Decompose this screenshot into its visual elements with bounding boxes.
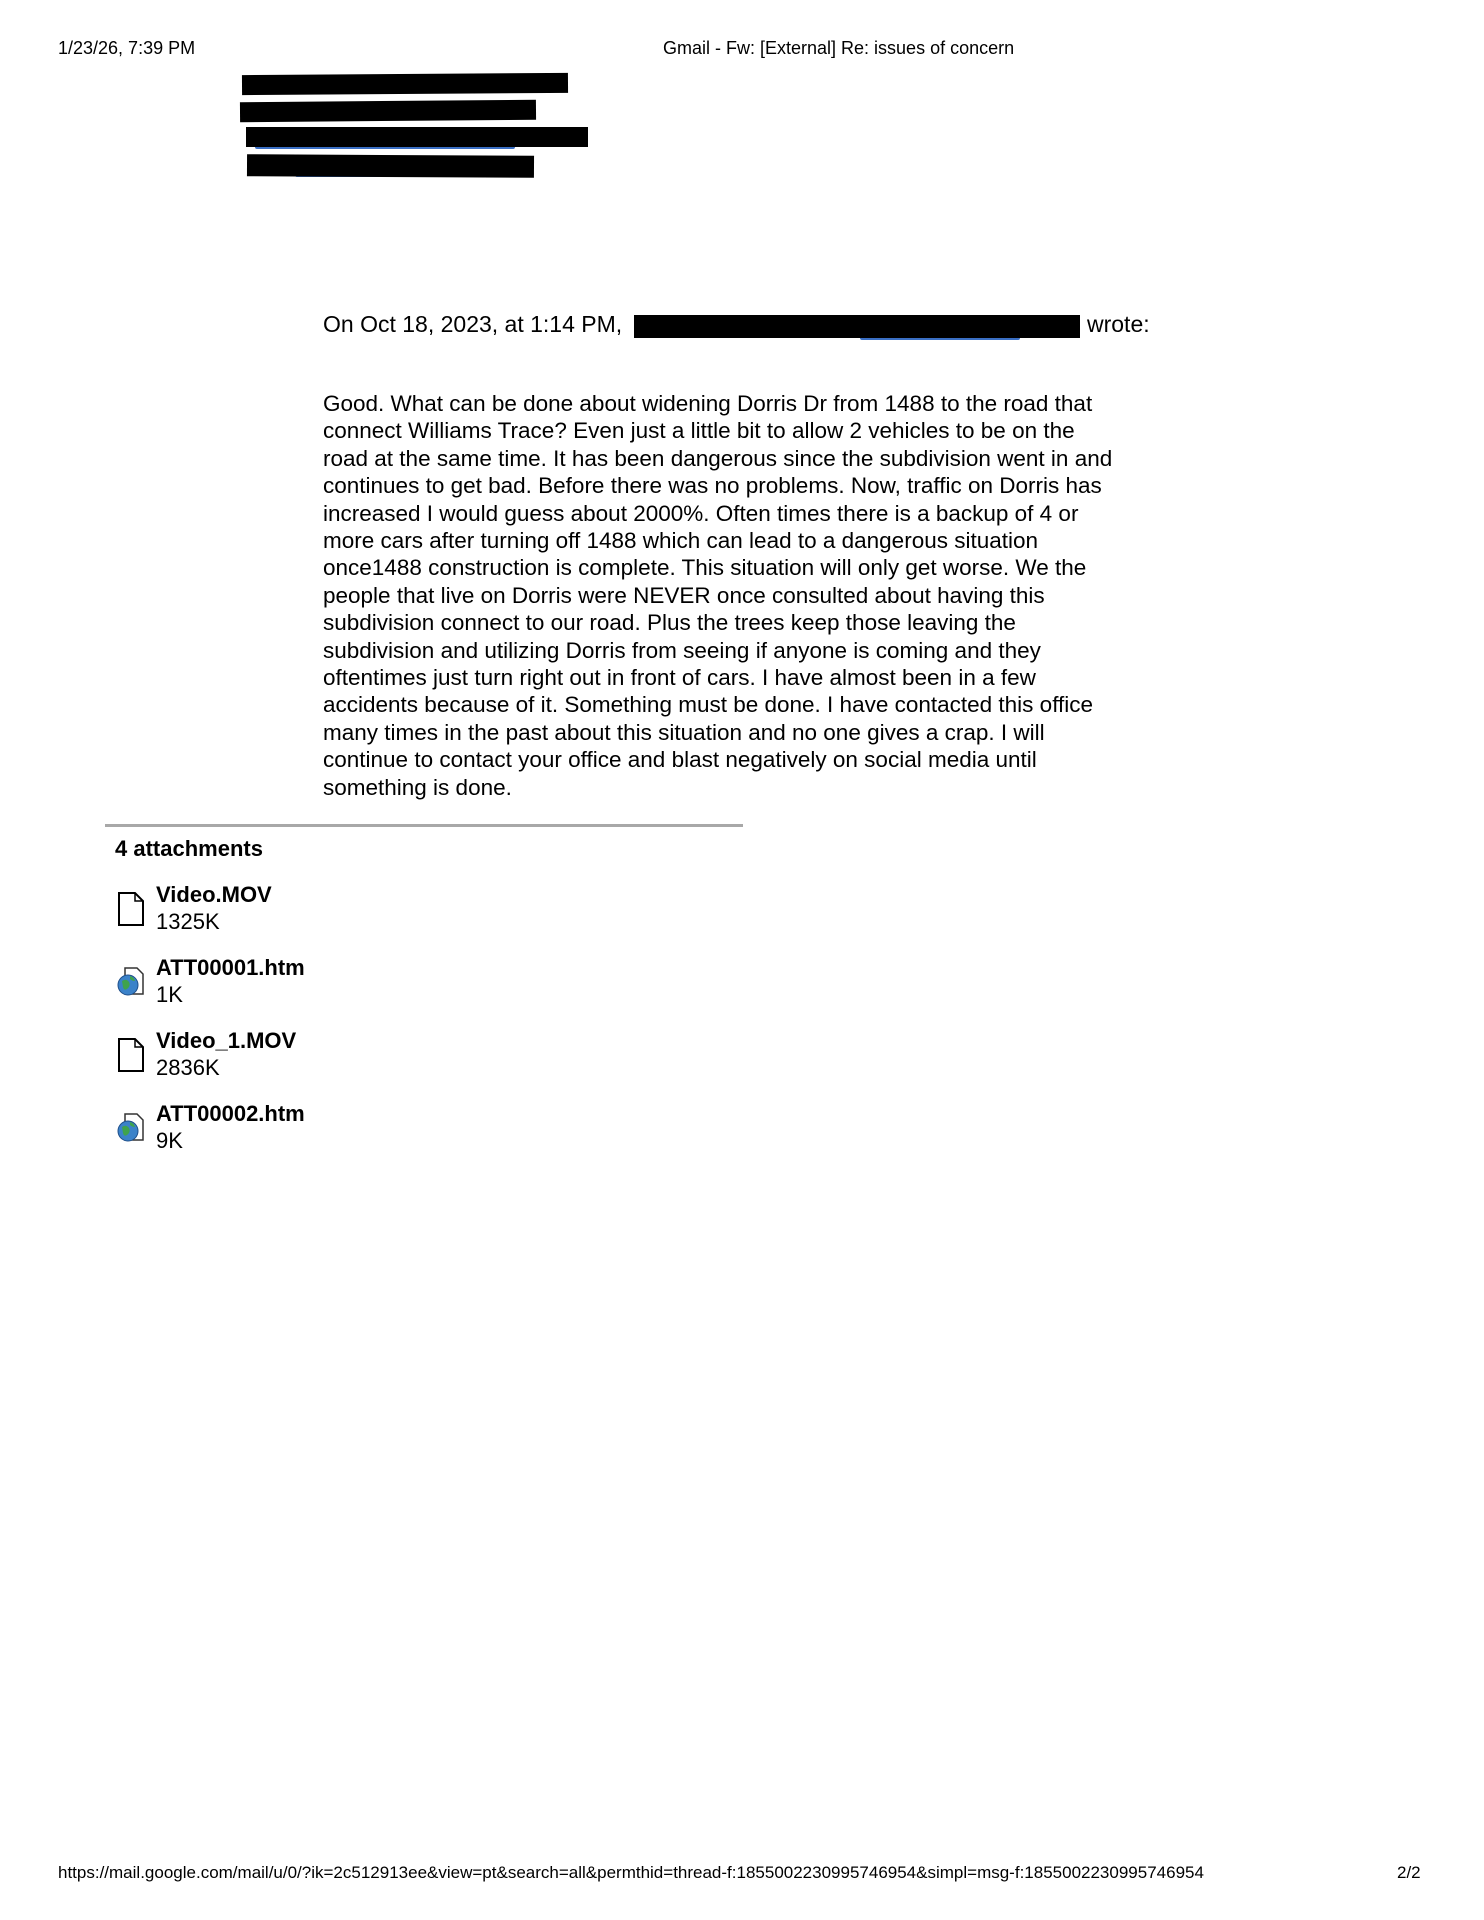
- quote-body: Good. What can be done about widening Dorris Dr from 1488 to the road that connect Williams Trace? Even just a little bit to allow 2 vehicles to be on the road at the same time. It has been dangerous since the subdivision went in and continues to get bad. Before there was no problems. Now, traffic on Dorris has increased I would guess about 2000%. Often times there is a backup of 4 or more cars after turning off 1488 which can lead to a dangerous situation once1488 construction is complete. This situation will only get worse. We the people that live on Dorris were NEVER once consulted about having this subdivision connect to our road. Plus the trees keep those leaving the subdivision and utilizing Dorris from seeing if anyone is coming and they oftentimes just turn right out in front of cars. I have almost been in a few accidents because of it. Something must be done. I have contacted this office many times in the past about this situation and no one gives a crap. I will continue to contact your office and blast negatively on social media until something is done.: [323, 391, 1113, 800]
- attachment-name[interactable]: ATT00002.htm: [156, 1101, 305, 1126]
- quote-intro: On Oct 18, 2023, at 1:14 PM,: [323, 311, 623, 337]
- redaction-bar: [242, 73, 568, 95]
- print-footer-url: https://mail.google.com/mail/u/0/?ik=2c512913ee&view=pt&search=all&permthid=thread-f:1855002230995746954&simpl=msg-f:1855002230995746954: [58, 1863, 1204, 1882]
- attachment-size: 2836K: [156, 1055, 220, 1080]
- attachment-name[interactable]: Video.MOV: [156, 882, 272, 907]
- redaction-bar: [247, 154, 534, 178]
- attachment-size: 9K: [156, 1128, 183, 1153]
- quote-wrote-label: wrote:: [1087, 311, 1150, 337]
- attachment-size: 1K: [156, 982, 183, 1007]
- web-document-icon: [117, 1111, 145, 1145]
- print-page-number: 2/2: [1397, 1863, 1421, 1882]
- file-icon: [117, 892, 145, 926]
- attachment-size: 1325K: [156, 909, 220, 934]
- file-icon: [117, 1038, 145, 1072]
- redaction-bar: [240, 100, 536, 123]
- redaction-bar: [634, 315, 1080, 338]
- attachment-name[interactable]: ATT00001.htm: [156, 955, 305, 980]
- attachment-name[interactable]: Video_1.MOV: [156, 1028, 297, 1053]
- attachments-divider: [105, 824, 743, 827]
- print-datetime: 1/23/26, 7:39 PM: [58, 38, 196, 58]
- print-title: Gmail - Fw: [External] Re: issues of concern: [663, 38, 1015, 58]
- attachments-count: 4 attachments: [115, 836, 263, 861]
- web-document-icon: [117, 965, 145, 999]
- redaction-bar: [246, 127, 588, 147]
